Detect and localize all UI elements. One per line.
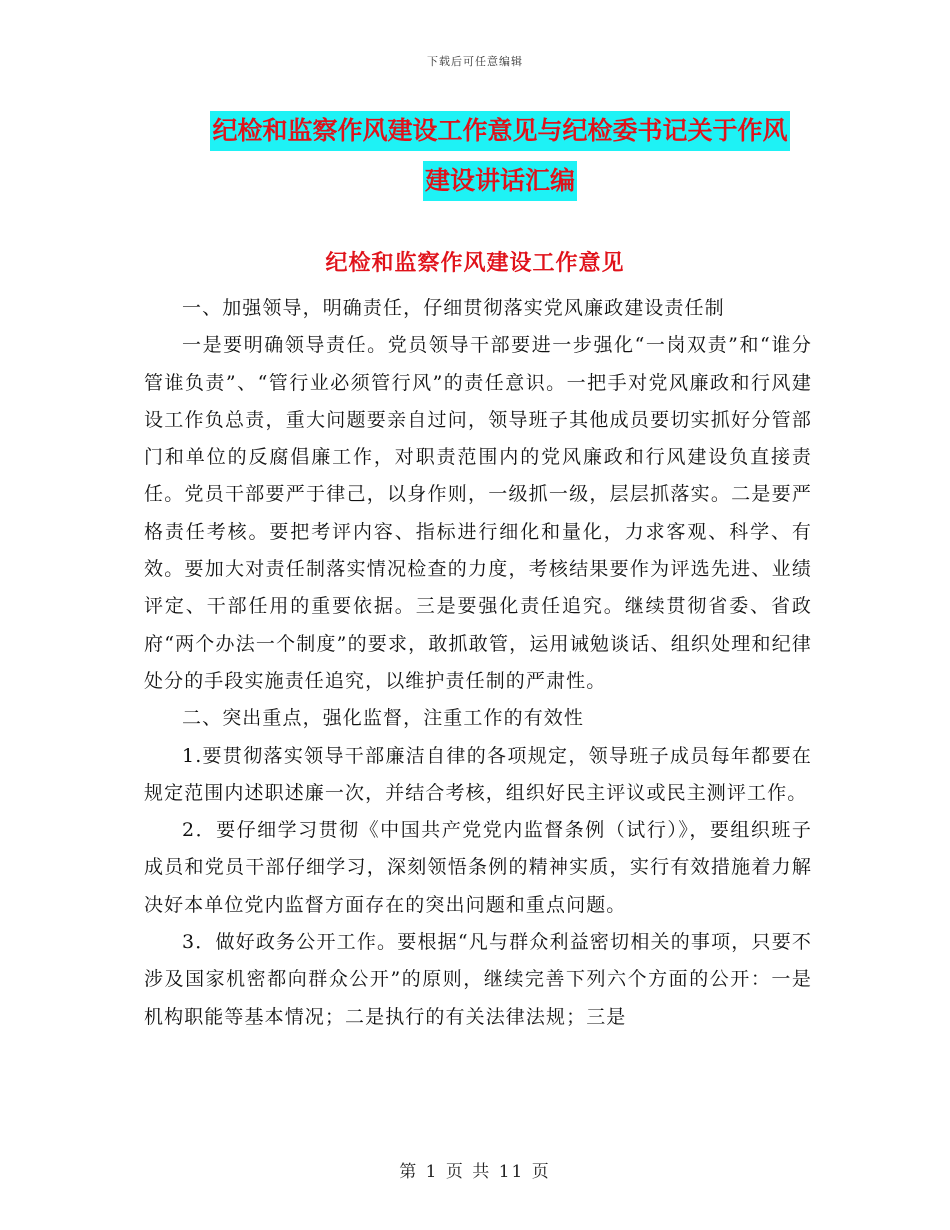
paragraph-heading-2: 二、突出重点，强化监督，注重工作的有效性 — [182, 707, 585, 730]
paragraph-item-3: 3．做好政务公开工作。要根据“凡与群众利益密切相关的事项，只要不涉及国家机密都向群众公开”的原则，继续完善下列六个方面的公开：一是机构职能等基本情况；二是执行的有关法律法规；三是 — [144, 931, 812, 1028]
document-body — [144, 290, 812, 1036]
page-footer: 第 1 页 共 11 页 — [399, 1162, 551, 1182]
paragraph-item-1: 1.要贯彻落实领导干部廉洁自律的各项规定，领导班子成员每年都要在规定范围内述职述廉一次，并结合考核，组织好民主评议或民主测评工作。 — [144, 744, 812, 804]
document-title-line-1: 纪检和监察作风建设工作意见与纪检委书记关于作风 — [210, 111, 789, 151]
paragraph: 一是要明确领导责任。党员领导干部要进一步强化“一岗双责”和“谁分管谁负责”、“管行业必须管行风”的责任意识。一把手对党风廉政和行风建设工作负总责，重大问题要亲自过问，领导班子其他成员要切实抓好分管部门和单位的反腐倡廉工作，对职责范围内的党风廉政和行风建设负直接责任。党员干部要严于律己，以身作则，一级抓一级，层层抓落实。二是要严格责任考核。要把考评内容、指标进行细化和量化，力求客观、科学、有效。要加大对责任制落实情况检查的力度，考核结果要作为评选先进、业绩评定、干部任用的重要依据。三是要强化责任追究。继续贯彻省委、省政府“两个办法一个制度”的要求，敢抓敢管，运用诫勉谈话、组织处理和纪律处分的手段实施责任追究，以维护责任制的严肃性。 — [144, 334, 812, 692]
document-title — [140, 106, 860, 206]
section-title: 纪检和监察作风建设工作意见 — [325, 251, 625, 276]
paragraph-heading-1: 一、加强领导，明确责任，仔细贯彻落实党风廉政建设责任制 — [182, 297, 725, 319]
paragraph-item-2: 2．要仔细学习贯彻《中国共产党党内监督条例（试行）》，要组织班子成员和党员干部仔细学习，深刻领悟条例的精神实质，实行有效措施着力解决好本单位党内监督方面存在的突出问题和重点问题。 — [144, 819, 812, 916]
header-note: 下载后可任意编辑 — [427, 55, 523, 68]
document-title-line-2: 建设讲话汇编 — [423, 161, 577, 201]
